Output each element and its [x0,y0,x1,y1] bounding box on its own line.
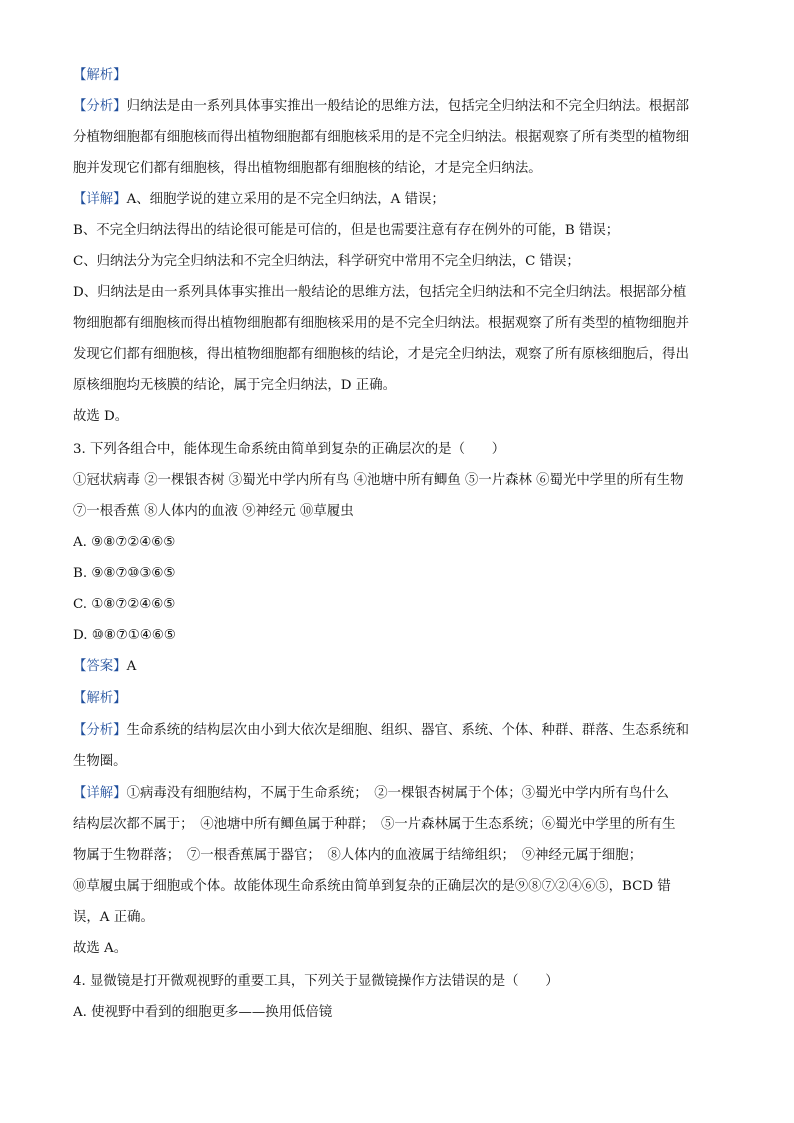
option-c: C. ①⑧⑦②④⑥⑤ [73,597,176,612]
answer-line [73,657,723,677]
xiangjie-line: C、归纳法分为完全归纳法和不完全归纳法，科学研究中常用不完全归纳法，C 错误； [73,254,580,269]
question-stem: 4. 显微镜是打开微观视野的重要工具，下列关于显微镜操作方法错误的是（ ） [73,974,559,989]
xiangjie-tag: 【详解】 [73,786,127,801]
fenxi-tag: 【分析】 [73,723,127,738]
fenxi-line: 胞并发现它们都有细胞核，得出植物细胞都有细胞核的结论，才是完全归纳法。 [73,161,542,176]
fenxi-line: 【分析】生命系统的结构层次由小到大依次是细胞、组织、器官、系统、个体、种群、群落、生态系统和 [73,723,689,738]
conclusion: 故选 A。 [73,941,128,956]
xiangjie-line: 结构层次都不属于； ④池塘中所有鲫鱼属于种群； ⑤一片森林属于生态系统；⑥蜀光中学里的所有生 [73,817,676,832]
option-a: A. 使视野中看到的细胞更多——换用低倍镜 [73,1005,333,1020]
analysis-heading: 【解析】 [73,691,127,706]
question-items: ①冠状病毒 ②一棵银杏树 ③蜀光中学内所有鸟 ④池塘中所有鲫鱼 ⑤一片森林 ⑥蜀光中学里的所有生物 [73,473,684,488]
answer-tag: 【答案】 [73,659,127,674]
analysis-heading: 【解析】 [73,68,127,83]
option-d: D. ⑩⑧⑦①④⑥⑤ [73,628,176,643]
answer-value: A [126,659,137,674]
question-stem: 3. 下列各组合中，能体现生命系统由简单到复杂的正确层次的是（ ） [73,442,506,457]
xiangjie-line: 误，A 正确。 [73,910,154,925]
question-items: ⑦一根香蕉 ⑧人体内的血液 ⑨神经元 ⑩草履虫 [73,504,354,519]
fenxi-line: 分植物细胞都有细胞核而得出植物细胞都有细胞核采用的是不完全归纳法。根据观察了所有类型的植物细 [73,130,689,145]
xiangjie-line: D、归纳法是由一系列具体事实推出一般结论的思维方法，包括完全归纳法和不完全归纳法。根据部分植 [73,285,687,300]
xiangjie-line: 发现它们都有细胞核，得出植物细胞都有细胞核的结论，才是完全归纳法，观察了所有原核细胞后，得出 [73,347,689,362]
xiangjie-line: 物属于生物群落； ⑦一根香蕉属于器官； ⑧人体内的血液属于结缔组织； ⑨神经元属于细胞； [73,848,643,863]
fenxi-line: 【分析】归纳法是由一系列具体事实推出一般结论的思维方法，包括完全归纳法和不完全归纳法。根据部 [73,99,689,114]
fenxi-tag: 【分析】 [73,99,127,114]
conclusion: 故选 D。 [73,409,129,424]
xiangjie-line: ⑩草履虫属于细胞或个体。故能体现生命系统由简单到复杂的正确层次的是⑨⑧⑦②④⑥⑤，BCD 错 [73,879,671,894]
xiangjie-tag: 【详解】 [73,192,127,207]
xiangjie-line: B、不完全归纳法得出的结论很可能是可信的，但是也需要注意有存在例外的可能，B 错误； [73,223,620,238]
option-a: A. ⑨⑧⑦②④⑥⑤ [73,535,176,550]
option-b: B. ⑨⑧⑦⑩③⑥⑤ [73,566,176,581]
fenxi-line: 生物圈。 [73,754,127,769]
xiangjie-line: 物细胞都有细胞核而得出植物细胞都有细胞核采用的是不完全归纳法。根据观察了所有类型的植物细胞并 [73,316,689,331]
xiangjie-line: 【详解】A、细胞学说的建立采用的是不完全归纳法，A 错误； [73,192,445,207]
xiangjie-line: 原核细胞均无核膜的结论，属于完全归纳法，D 正确。 [73,378,396,393]
xiangjie-line: 【详解】①病毒没有细胞结构，不属于生命系统； ②一棵银杏树属于个体；③蜀光中学内所有鸟什么 [73,786,669,801]
